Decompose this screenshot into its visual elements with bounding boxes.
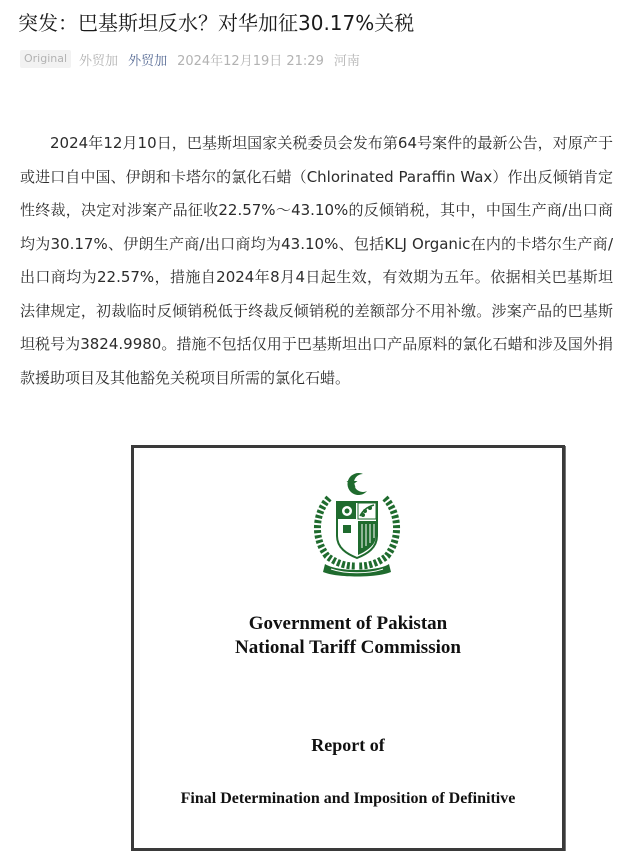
doc-heading-government: Government of Pakistan (248, 613, 448, 634)
author-name: 外贸加 (79, 53, 119, 69)
doc-heading-report-of: Report of (311, 735, 385, 755)
pakistan-emblem-icon (307, 468, 407, 583)
publish-datetime: 2024年12月19日 21:29 (177, 53, 324, 69)
doc-heading-commission: National Tariff Commission (235, 637, 461, 658)
article-meta (20, 49, 360, 69)
document-image[interactable] (131, 445, 565, 851)
publish-location: 河南 (333, 53, 360, 69)
doc-heading-final-determination: Final Determination and Imposition of Definitive (180, 790, 516, 807)
article-paragraph: 2024年12月10日，巴基斯坦国家关税委员会发布第64号案件的最新公告，对原产于或进口自中国、伊朗和卡塔尔的氯化石蜡（Chlorinated Paraffin Wax）作出反倾销肯定性终裁，决定对涉案产品征收22.57%～43.10%的反倾销税，其中，中国生产商/出口商均为30.17%、伊朗生产商/出口商均为43.10%、包括KLJ Organic在内的卡塔尔生产商/出口商均为22.57%，措施自2024年8月4日起生效，有效期为五年。依据相关巴基斯坦法律规定，初裁临时反倾销税低于终裁反倾销税的差额部分不用补缴。涉案产品的巴基斯坦税号为3824.9980。措施不包括仅用于巴基斯坦出口产品原料的氯化石蜡和涉及国外捐款援助项目及其他豁免关税项目所需的氯化石蜡。 (20, 134, 613, 387)
article-title: 突发：巴基斯坦反水？对华加征30.17%关税 (18, 11, 415, 35)
account-name-link[interactable]: 外贸加 (128, 53, 168, 69)
original-badge: Original (20, 50, 71, 68)
